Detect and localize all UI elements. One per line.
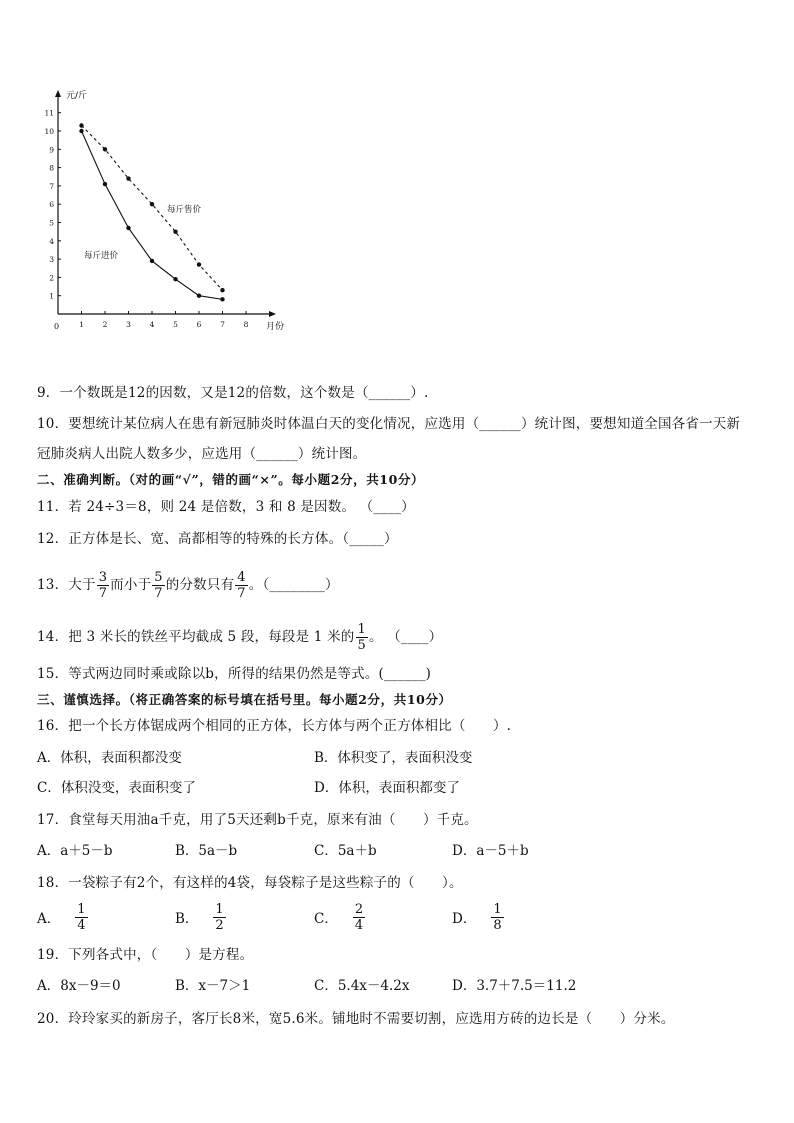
y-tick-label: 8 xyxy=(49,163,54,173)
frac-den: 7 xyxy=(237,585,246,601)
question-10-line2: 冠肺炎病人出院人数多少，应选用（______）统计图。 xyxy=(37,446,367,462)
question-9: 9．一个数既是12的因数，又是12的倍数，这个数是（______）. xyxy=(37,385,429,401)
frac-den: 2 xyxy=(215,917,224,933)
y-tick-label: 11 xyxy=(44,108,54,118)
q18-option-a xyxy=(37,897,89,937)
data-point xyxy=(103,182,107,186)
q17-option-a: A．a＋5－b xyxy=(37,843,113,859)
frac-num: 5 xyxy=(154,569,163,585)
q16-option-d: D．体积，表面积都变了 xyxy=(314,780,460,796)
question-18: 18．一袋粽子有2个，有这样的4袋，每袋粽子是这些粽子的（ ）。 xyxy=(37,875,463,891)
y-tick-label: 5 xyxy=(49,218,54,228)
x-axis-label: 月份 xyxy=(266,322,285,332)
y-tick-label: 2 xyxy=(49,273,54,283)
frac-den: 7 xyxy=(98,585,108,601)
frac-den: 8 xyxy=(493,917,502,933)
section-3-heading: 三、谨慎选择。（将正确答案的标号填在括号里。每小题2分，共10分） xyxy=(37,692,452,707)
data-point xyxy=(126,176,130,180)
fraction-1-5 xyxy=(356,622,368,653)
frac-num: 3 xyxy=(98,569,108,585)
series-line-1 xyxy=(82,126,223,291)
frac-den: 4 xyxy=(77,917,86,933)
option-label: D． xyxy=(452,911,477,927)
q13-text-mid2: 的分数只有 xyxy=(165,577,235,593)
option-label: C． xyxy=(314,911,338,927)
question-20: 20．玲玲家买的新房子，客厅长8米，宽5.6米。铺地时不需要切割，应选用方砖的边长是（ ）分米。 xyxy=(37,1011,675,1027)
frac-num: 2 xyxy=(354,901,364,917)
series-line-2 xyxy=(82,131,223,299)
x-tick-label: 6 xyxy=(196,320,202,329)
q19-option-b: B．x－7＞1 xyxy=(175,978,251,994)
price-line-chart xyxy=(40,80,300,340)
question-10-line1: 10．要想统计某位病人在患有新冠肺炎时体温白天的变化情况，应选用（______）统计图，要想知道全国各省一天新 xyxy=(37,416,741,432)
q13-text-post: 。（________） xyxy=(248,577,339,593)
question-16: 16．把一个长方体锯成两个相同的正方体，长方体与两个正方体相比（ ）. xyxy=(37,718,512,734)
data-point xyxy=(150,202,154,206)
frac-num: 4 xyxy=(237,569,246,585)
data-point xyxy=(173,229,177,233)
frac-den: 5 xyxy=(357,637,366,653)
q16-option-c: C．体积没变，表面积变了 xyxy=(37,780,196,796)
q18-option-b xyxy=(175,897,227,937)
question-12: 12．正方体是长、宽、高都相等的特殊的长方体。（_____） xyxy=(37,531,398,547)
data-point xyxy=(220,297,224,301)
option-label: B． xyxy=(175,911,199,927)
q17-option-d: D．a－5＋b xyxy=(452,843,529,859)
data-point xyxy=(197,294,201,298)
section-2-heading: 二、准确判断。（对的画“√”，错的画“×”。每小题2分，共10分） xyxy=(37,472,425,487)
frac-num: 1 xyxy=(215,901,224,917)
q18-option-d xyxy=(452,897,505,937)
x-axis-arrow xyxy=(269,311,276,317)
data-point xyxy=(79,123,83,127)
q19-option-a: A．8x－9＝0 xyxy=(37,978,121,994)
y-axis-arrow xyxy=(55,90,61,97)
data-point xyxy=(220,288,224,292)
q17-option-c: C．5a＋b xyxy=(314,843,377,859)
q16-option-a: A．体积，表面积都没变 xyxy=(37,750,182,766)
series-label-2: 每斤进价 xyxy=(84,251,119,261)
y-axis-label: 元/斤 xyxy=(66,91,88,101)
frac-num: 1 xyxy=(77,901,86,917)
y-tick-label: 9 xyxy=(49,145,54,155)
y-tick-label: 6 xyxy=(49,200,54,210)
question-14 xyxy=(37,617,442,657)
x-tick-label: 5 xyxy=(173,320,178,329)
origin-label: 0 xyxy=(54,322,60,331)
frac-den: 7 xyxy=(154,585,163,601)
q19-option-d: D．3.7＋7.5＝11.2 xyxy=(452,978,577,994)
fraction-5-7 xyxy=(152,570,164,601)
frac-num: 1 xyxy=(493,901,502,917)
question-13 xyxy=(37,565,339,605)
q13-text-mid1: 而小于 xyxy=(110,577,152,593)
fraction xyxy=(213,902,225,933)
q16-option-b: B．体积变了，表面积没变 xyxy=(314,750,473,766)
question-19: 19．下列各式中，（ ）是方程。 xyxy=(37,947,254,963)
frac-den: 4 xyxy=(354,917,364,933)
fraction-3-7 xyxy=(97,570,109,601)
question-17: 17．食堂每天用油a千克，用了5天还剩b千克，原来有油（ ）千克。 xyxy=(37,812,478,828)
q14-text-post: 。 （____） xyxy=(368,629,443,645)
data-point xyxy=(197,262,201,266)
fraction-4-7 xyxy=(235,570,247,601)
y-tick-label: 1 xyxy=(49,291,54,301)
q13-text-pre: 13．大于 xyxy=(37,577,96,593)
fraction xyxy=(75,902,87,933)
q19-option-c: C．5.4x－4.2x xyxy=(314,978,410,994)
question-15: 15．等式两边同时乘或除以b，所得的结果仍然是等式。(______) xyxy=(37,666,432,682)
data-point xyxy=(79,129,83,133)
data-point xyxy=(103,147,107,151)
x-tick-label: 7 xyxy=(220,320,225,329)
x-tick-label: 8 xyxy=(243,320,249,329)
data-point xyxy=(126,226,130,230)
x-tick-label: 4 xyxy=(149,320,155,329)
q17-option-b: B．5a－b xyxy=(175,843,238,859)
option-label: A． xyxy=(37,911,61,927)
y-tick-label: 10 xyxy=(44,127,54,136)
q14-text-pre: 14．把 3 米长的铁丝平均截成 5 段，每段是 1 米的 xyxy=(37,629,355,645)
data-point xyxy=(173,277,177,281)
question-11: 11．若 24÷3＝8，则 24 是倍数，3 和 8 是因数。 （____） xyxy=(37,499,415,515)
series-label-1: 每斤售价 xyxy=(167,205,202,215)
x-tick-label: 2 xyxy=(102,320,108,329)
frac-num: 1 xyxy=(357,621,366,637)
y-tick-label: 7 xyxy=(49,181,54,191)
fraction xyxy=(353,902,365,933)
fraction xyxy=(491,902,503,933)
price-chart xyxy=(40,80,300,340)
y-tick-label: 4 xyxy=(49,236,54,246)
x-tick-label: 3 xyxy=(126,320,131,329)
y-tick-label: 3 xyxy=(49,255,54,265)
x-tick-label: 1 xyxy=(79,320,84,329)
data-point xyxy=(150,259,154,263)
q18-option-c xyxy=(314,897,366,937)
